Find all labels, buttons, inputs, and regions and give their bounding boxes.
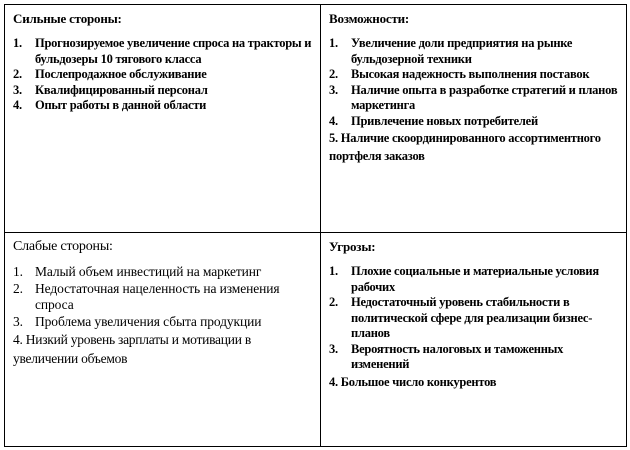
- item-number: 1.: [13, 36, 22, 50]
- strengths-list: [13, 36, 314, 114]
- item-number: 2.: [13, 280, 23, 296]
- list-item: [329, 264, 620, 295]
- weaknesses-list: [13, 264, 314, 330]
- item-text: Послепродажное обслуживание: [35, 67, 207, 81]
- item-text: Высокая надежность выполнения поставок: [351, 67, 590, 81]
- item-number: 4.: [13, 98, 22, 112]
- item-number: 2.: [329, 67, 338, 81]
- weaknesses-title: Слабые стороны:: [13, 239, 113, 254]
- strengths-title: Сильные стороны:: [13, 11, 122, 26]
- threats-title: Угрозы:: [329, 239, 376, 254]
- list-item: [329, 36, 620, 67]
- item-number: 2.: [329, 295, 338, 309]
- list-item: [329, 295, 620, 342]
- list-item: [13, 264, 314, 281]
- list-item: [13, 98, 314, 114]
- item-number: 3.: [329, 82, 338, 97]
- item-number: 1.: [13, 264, 23, 279]
- strengths-cell: [5, 5, 321, 233]
- item-text: Прогнозируемое увеличение спроса на тракторы и бульдозеры 10 тягового класса: [35, 36, 312, 66]
- opportunities-extra: 5. Наличие скоординированного ассортиментного портфеля заказов: [329, 131, 601, 163]
- item-number: 1.: [329, 36, 338, 50]
- item-number: 1.: [329, 264, 338, 278]
- item-text: Опыт работы в данной области: [35, 98, 207, 112]
- item-text: Увеличение доли предприятия на рынке бульдозерной техники: [351, 36, 573, 66]
- item-text: Недостаточная нацеленность на изменения спроса: [35, 280, 280, 312]
- item-text: Вероятность налоговых и таможенных изменений: [351, 341, 564, 371]
- threats-extra: 4. Большое число конкурентов: [329, 374, 497, 389]
- opportunities-list: [329, 36, 620, 129]
- list-item: [13, 281, 314, 314]
- item-number: 3.: [329, 341, 338, 356]
- swot-table: [4, 4, 627, 447]
- item-text: Проблема увеличения сбыта продукции: [35, 313, 262, 329]
- item-number: 3.: [13, 82, 22, 97]
- item-text: Недостаточный уровень стабильности в политической сфере для реализации бизнес-планов: [351, 295, 593, 340]
- threats-cell: [321, 233, 627, 447]
- weaknesses-cell: [5, 233, 321, 447]
- list-item: [13, 83, 314, 99]
- threats-list: [329, 264, 620, 373]
- item-text: Привлечение новых потребителей: [351, 113, 538, 128]
- list-item: [13, 67, 314, 83]
- list-item: [329, 342, 620, 373]
- item-number: 3.: [13, 313, 23, 329]
- item-number: 2.: [13, 67, 22, 81]
- item-text: Плохие социальные и материальные условия рабочих: [351, 264, 599, 294]
- list-item: [329, 67, 620, 83]
- list-item: [329, 114, 620, 130]
- opportunities-cell: [321, 5, 627, 233]
- list-item: [13, 314, 314, 331]
- weaknesses-extra: 4. Низкий уровень зарплаты и мотивации в увеличении объемов: [13, 332, 251, 366]
- item-text: Квалифицированный персонал: [35, 82, 208, 97]
- item-text: Наличие опыта в разработке стратегий и планов маркетинга: [351, 82, 618, 112]
- list-item: [13, 36, 314, 67]
- item-number: 4.: [329, 113, 338, 128]
- opportunities-title: Возможности:: [329, 11, 410, 26]
- item-text: Малый объем инвестиций на маркетинг: [35, 264, 262, 279]
- list-item: [329, 83, 620, 114]
